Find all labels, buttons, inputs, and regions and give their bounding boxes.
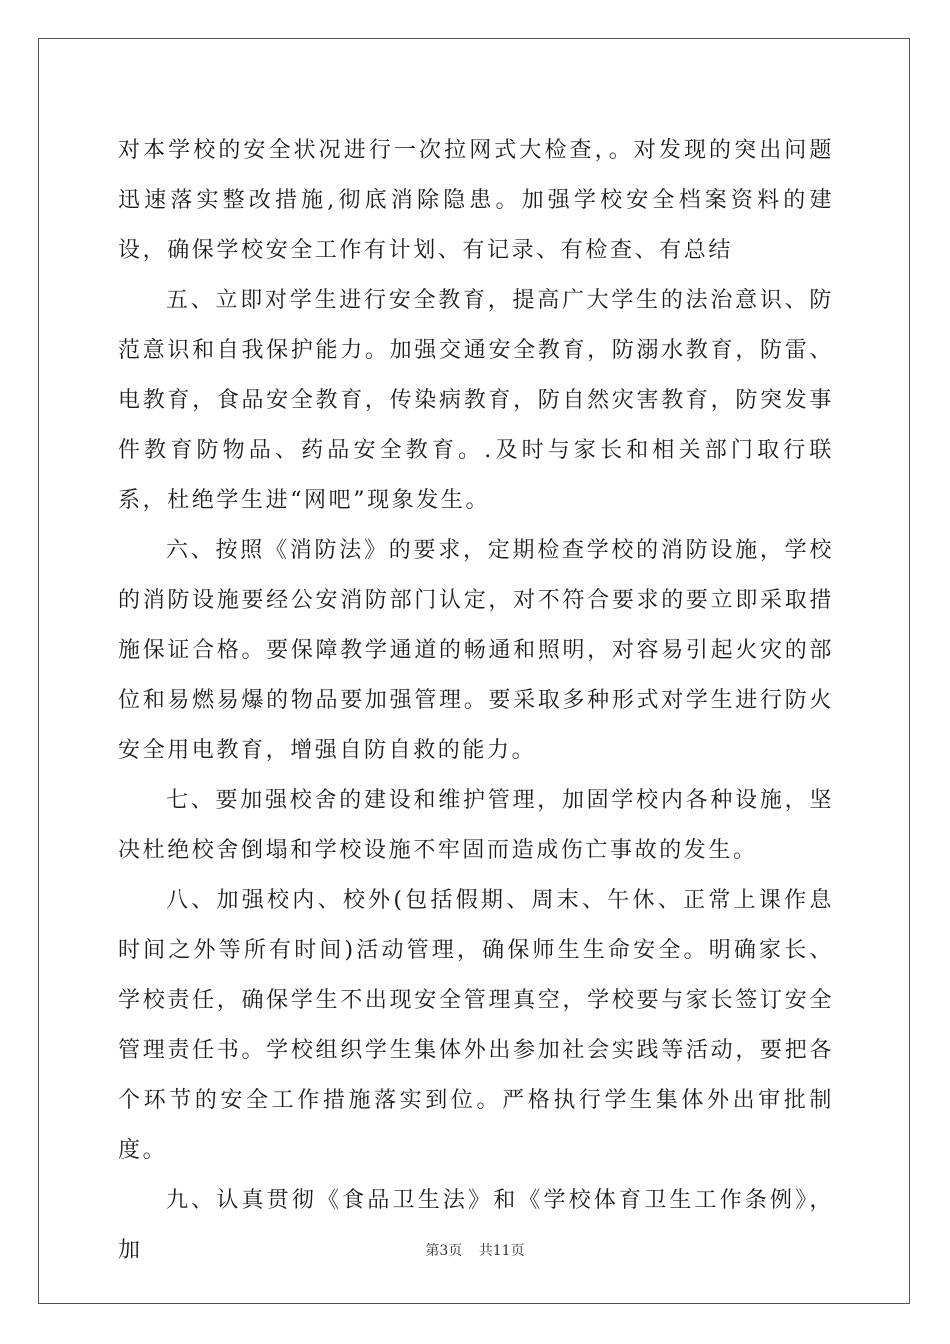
paragraph-item-7: 七、要加强校舍的建设和维护管理，加固学校内各种设施，坚决杜绝校舍倒塌和学校设施不牢固而造成伤亡事故的发生。	[118, 788, 834, 863]
paragraph-continued: 对本学校的安全状况进行一次拉网式大检查，。对发现的突出问题迅速落实整改措施,彻底消除隐患。加强学校安全档案资料的建设，确保学校安全工作有计划、有记录、有检查、有总结	[118, 138, 834, 263]
page-footer	[0, 1240, 950, 1260]
page-number: 第3页	[425, 1243, 463, 1259]
paragraph-item-9: 九、认真贯彻《食品卫生法》和《学校体育卫生工作条例》，加	[118, 1188, 834, 1263]
page-total: 共11页	[478, 1243, 525, 1259]
paragraph-item-8: 八、加强校内、校外(包括假期、周末、午休、正常上课作息时间之外等所有时间)活动管理，确保师生生命安全。明确家长、学校责任，确保学生不出现安全管理真空，学校要与家长签订安全管理责任书。学校组织学生集体外出参加社会实践等活动，要把各个环节的安全工作措施落实到位。严格执行学生集体外出审批制度。	[118, 888, 834, 1163]
paragraph-item-6: 六、按照《消防法》的要求，定期检查学校的消防设施，学校的消防设施要经公安消防部门认定，对不符合要求的要立即采取措施保证合格。要保障教学通道的畅通和照明，对容易引起火灾的部位和易燃易爆的物品要加强管理。要采取多种形式对学生进行防火安全用电教育，增强自防自救的能力。	[118, 538, 834, 763]
document-body	[118, 126, 834, 1276]
paragraph-item-5: 五、立即对学生进行安全教育，提高广大学生的法治意识、防范意识和自我保护能力。加强交通安全教育，防溺水教育，防雷、电教育，食品安全教育，传染病教育，防自然灾害教育，防突发事件教育防物品、药品安全教育。.及时与家长和相关部门取行联系，杜绝学生进“网吧”现象发生。	[118, 288, 834, 513]
